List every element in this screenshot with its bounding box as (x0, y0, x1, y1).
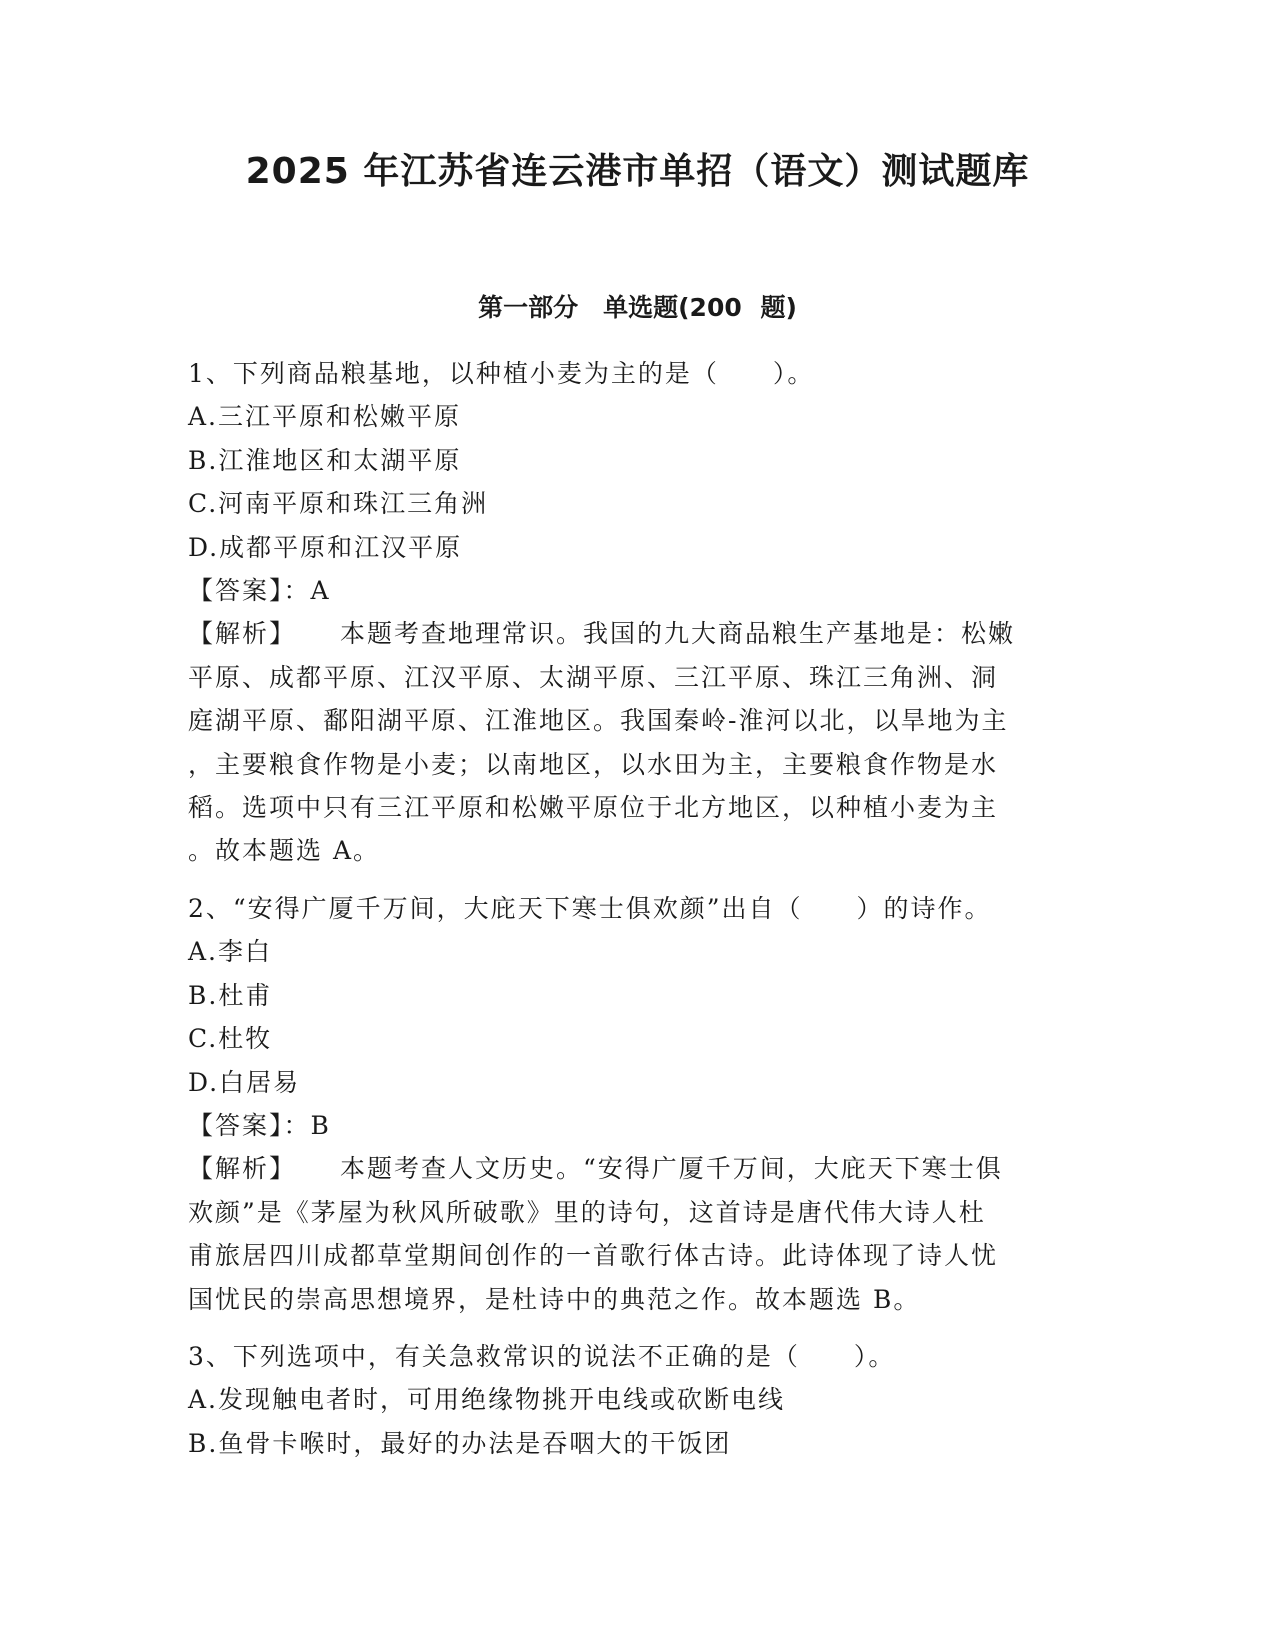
option-a: A.发现触电者时，可用绝缘物挑开电线或砍断电线 (188, 1385, 786, 1415)
answer-value: A (310, 576, 331, 606)
answer-line (188, 1104, 1088, 1147)
analysis-line: 稻。选项中只有三江平原和松嫩平原位于北方地区，以种植小麦为主 (188, 793, 999, 823)
question-1 (188, 352, 1088, 873)
analysis-label: 【解析】 (188, 619, 297, 649)
question-3 (188, 1335, 1088, 1465)
option-b: B.江淮地区和太湖平原 (188, 445, 462, 475)
analysis-line (188, 1147, 1088, 1190)
question-stem: 3、下列选项中，有关急救常识的说法不正确的是（ ）。 (188, 1341, 896, 1371)
answer-label: 【答案】： (188, 1110, 311, 1140)
analysis-text: 本题考查地理常识。我国的九大商品粮生产基地是：松嫩 (340, 619, 1016, 649)
analysis-label: 【解析】 (188, 1154, 297, 1184)
analysis-line: 庭湖平原、鄱阳湖平原、江淮地区。我国秦岭-淮河以北，以旱地为主 (188, 706, 1009, 736)
document-title: 2025 年江苏省连云港市单招（语文）测试题库 (245, 151, 1030, 192)
section-title: 第一部分 单选题(200 题) (478, 293, 797, 322)
question-list (188, 352, 1088, 1479)
answer-value: B (310, 1110, 331, 1140)
option-c: C.河南平原和珠江三角洲 (188, 489, 489, 519)
analysis-line: ，主要粮食作物是小麦；以南地区，以水田为主，主要粮食作物是水 (188, 749, 999, 779)
analysis-line: 欢颜”是《茅屋为秋风所破歌》里的诗句，这首诗是唐代伟大诗人杜 (188, 1197, 986, 1227)
question-stem: 2、“安得广厦千万间，大庇天下寒士俱欢颜”出自（ ）的诗作。 (188, 893, 992, 923)
analysis-line: 甫旅居四川成都草堂期间创作的一首歌行体古诗。此诗体现了诗人忧 (188, 1241, 999, 1271)
answer-label: 【答案】： (188, 576, 311, 606)
option-b: B.鱼骨卡喉时，最好的办法是吞咽大的干饭团 (188, 1428, 732, 1458)
option-a: A.三江平原和松嫩平原 (188, 402, 462, 432)
option-a: A.李白 (188, 937, 273, 967)
analysis-line: 。故本题选 A。 (188, 836, 381, 866)
analysis-line (188, 612, 1088, 655)
question-2 (188, 887, 1088, 1321)
option-c: C.杜牧 (188, 1024, 273, 1054)
option-b: B.杜甫 (188, 980, 273, 1010)
question-stem: 1、下列商品粮基地，以种植小麦为主的是（ ）。 (188, 359, 815, 388)
analysis-line: 国忧民的崇高思想境界，是杜诗中的典范之作。故本题选 B。 (188, 1284, 921, 1314)
option-d: D.白居易 (188, 1067, 301, 1097)
analysis-text: 本题考查人文历史。“安得广厦千万间，大庇天下寒士俱 (340, 1154, 1003, 1184)
option-d: D.成都平原和江汉平原 (188, 532, 463, 562)
answer-line (188, 569, 1088, 612)
analysis-line: 平原、成都平原、江汉平原、太湖平原、三江平原、珠江三角洲、洞 (188, 662, 999, 692)
